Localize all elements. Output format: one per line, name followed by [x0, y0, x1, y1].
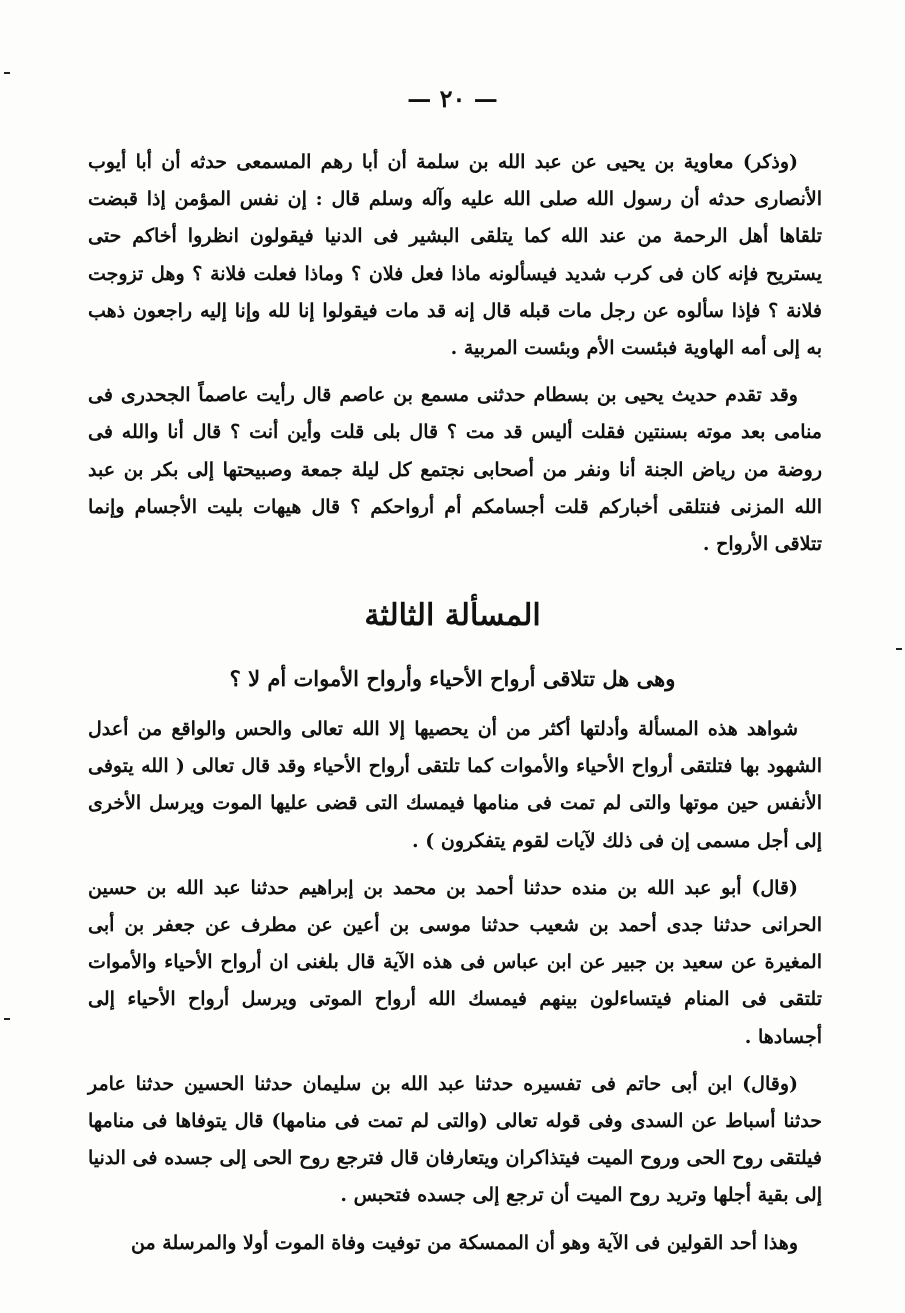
margin-tick: [4, 72, 10, 74]
bottom-text-block: [88, 711, 822, 1262]
margin-tick: [896, 648, 902, 650]
paragraph-two-opinions: وهذا أحد القولين فى الآية وهو أن الممسكة من توفيت وفاة الموت أولا والمرسلة من: [131, 1231, 798, 1254]
section-heading: المسألة الثالثة: [364, 598, 541, 633]
paragraph-evidence: شواهد هذه المسألة وأدلتها أكثر من أن يحصيها إلا الله تعالى والحس والواقع من أعدل الشهود بها فتلتقى أرواح الأحياء والأموات كما تلتقى أرواح الأحياء وقد قال تعالى ( الله يتوفى الأنفس حين موتها والتى لم تمت فى منامها فيمسك التى قضى عليها الموت ويرسل الأخرى إلى أجل مسمى إن فى ذلك لآيات لقوم يتفكرون ) .: [88, 718, 822, 852]
paragraph-asim-jahdari: وقد تقدم حديث يحيى بن بسطام حدثنى مسمع بن عاصم قال رأيت عاصماً الجحدرى فى منامى بعد موته بسنتين فقلت أليس قد مت ؟ قال بلى قلت وأين أنت ؟ قال أنا والله فى روضة من رياض الجنة أنا ونفر من أصحابى نجتمع كل ليلة جمعة وصبيحتها إلى بكر بن عبد الله المزنى فنتلقى أخباركم قلت أجسامكم أم أرواحكم ؟ قال هيهات بليت الأجسام وإنما تتلاقى الأرواح .: [88, 384, 822, 556]
paragraph-muawiya-hadith: (وذكر) معاوية بن يحيى عن عبد الله بن سلمة أن أبا رهم المسمعى حدثه أن أبا أيوب الأنصارى حدثه أن رسول الله صلى الله عليه وآله وسلم قال : إن نفس المؤمن إذا قبضت تلقاها أهل الرحمة من عند الله كما يتلقى البشير فى الدنيا فيقولون انظروا أخاكم حتى يستريح فإنه كان فى كرب شديد فيسألونه ماذا فعل فلان ؟ وماذا فعلت فلانة ؟ وهل تزوجت فلانة ؟ فإذا سألوه عن رجل مات قبله قال إنه قد مات فيقولوا إنا لله وإنا إليه راجعون ذهب به إلى أمه الهاوية فبئست الأم وبئست المربية .: [88, 151, 822, 360]
paragraph-ibn-abi-hatim: (وقال) ابن أبى حاتم فى تفسيره حدثنا عبد الله بن سليمان حدثنا الحسين حدثنا عامر حدثنا أسباط عن السدى وفى قوله تعالى (والتى لم تمت فى منامها) قال يتوفاها فى منامها فيلتقى روح الحى وروح الميت فيتذاكران ويتعارفان قال فترجع روح الحى إلى جسده فى الدنيا إلى بقية أجلها وتريد روح الميت أن ترجع إلى جسده فتحبس .: [88, 1072, 822, 1207]
margin-tick: [4, 1018, 10, 1020]
page-number: — ٢٠ —: [407, 84, 498, 113]
paragraph-ibn-mandah: (قال) أبو عبد الله بن منده حدثنا أحمد بن محمد بن إبراهيم حدثنا عبد الله بن حسين الحرانى حدثنا جدى أحمد بن شعيب حدثنا موسى بن أعين عن مطرف عن جعفر بن أبى المغيرة عن سعيد بن جبير عن ابن عباس فى هذه الآية قال بلغنى ان أرواح الأحياء والأموات تلتقى فى المنام فيتساءلون بينهم فيمسك الله أرواح الموتى ويرسل أرواح الأحياء إلى أجسادها .: [88, 876, 822, 1048]
top-text-block: [88, 144, 822, 563]
section-question: وهى هل تتلاقى أرواح الأحياء وأرواح الأموات أم لا ؟: [229, 666, 676, 691]
